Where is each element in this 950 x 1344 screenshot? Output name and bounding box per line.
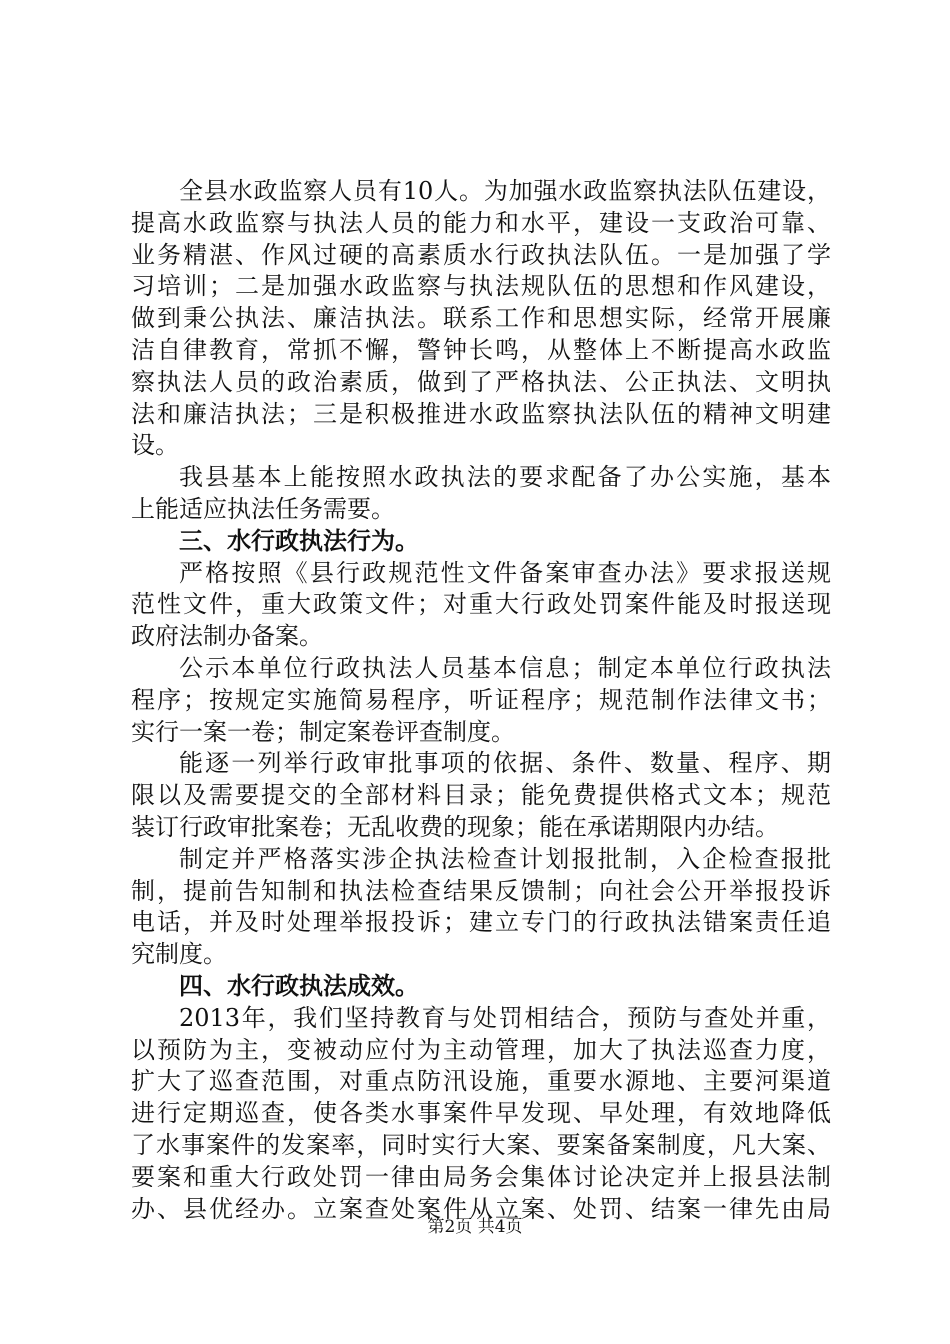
text-line: 办、县优经办。立案查处案件从立案、处罚、结案一律先由局 [131,1194,831,1223]
text-line: 四、水行政执法成效。 [179,971,419,1000]
paragraph [131,462,831,526]
text-line: 提高水政监察与执法人员的能力和水平，建设一支政治可靠、 [131,208,831,237]
text-line: 电话，并及时处理举报投诉；建立专门的行政执法错案责任追 [131,908,831,937]
text-line: 2013年，我们坚持教育与处罚相结合，预防与查处并重， [179,1003,831,1032]
text-line: 做到秉公执法、廉洁执法。联系工作和思想实际，经常开展廉 [131,304,831,333]
text-line: 究制度。 [131,940,227,969]
text-line: 程序；按规定实施简易程序，听证程序；规范制作法律文书； [131,685,831,714]
paragraph [131,1003,831,1226]
text-line: 全县水政监察人员有10人。为加强水政监察执法队伍建设， [179,177,831,205]
text-line: 制定并严格落实涉企执法检查计划报批制，入企检查报批 [179,844,831,873]
text-line: 实行一案一卷；制定案卷评查制度。 [131,717,515,746]
text-line: 政府法制办备案。 [131,622,323,651]
text-line: 习培训；二是加强水政监察与执法规队伍的思想和作风建设， [131,272,831,301]
paragraph [131,844,831,971]
text-line: 察执法人员的政治素质，做到了严格执法、公正执法、文明执 [131,367,831,396]
text-line: 范性文件，重大政策文件；对重大行政处罚案件能及时报送现 [131,590,831,619]
paragraph [131,558,831,653]
document-body [131,176,831,1225]
text-line: 装订行政审批案卷；无乱收费的现象；能在承诺期限内办结。 [131,812,779,841]
text-line: 公示本单位行政执法人员基本信息；制定本单位行政执法 [179,653,831,682]
text-line: 扩大了巡查范围，对重点防汛设施，重要水源地、主要河渠道 [131,1067,831,1096]
text-line: 三、水行政执法行为。 [179,526,419,555]
text-line: 能逐一列举行政审批事项的依据、条件、数量、程序、期 [179,749,831,778]
text-line: 我县基本上能按照水政执法的要求配备了办公实施，基本 [179,463,831,492]
text-line: 进行定期巡查，使各类水事案件早发现、早处理，有效地降低 [131,1099,831,1128]
section-heading [131,971,831,1003]
text-line: 以预防为主，变被动应付为主动管理，加大了执法巡查力度， [131,1035,831,1064]
paragraph [131,653,831,748]
text-line: 洁自律教育，常抓不懈，警钟长鸣，从整体上不断提高水政监 [131,335,831,364]
text-line: 要案和重大行政处罚一律由局务会集体讨论决定并上报县法制 [131,1162,831,1191]
text-line: 了水事案件的发案率，同时实行大案、要案备案制度，凡大案、 [131,1130,831,1159]
section-heading [131,526,831,558]
page-footer: 第2页 共4页 [427,1217,523,1237]
text-line: 设。 [131,431,179,460]
paragraph [131,748,831,843]
text-line: 业务精湛、作风过硬的高素质水行政执法队伍。一是加强了学 [131,240,831,269]
text-line: 制，提前告知制和执法检查结果反馈制；向社会公开举报投诉 [131,876,831,905]
text-line: 限以及需要提交的全部材料目录；能免费提供格式文本；规范 [131,781,831,810]
text-line: 严格按照《县行政规范性文件备案审查办法》要求报送规 [179,558,831,587]
paragraph [131,176,831,462]
text-line: 法和廉洁执法；三是积极推进水政监察执法队伍的精神文明建 [131,399,831,428]
text-line: 上能适应执法任务需要。 [131,494,395,523]
